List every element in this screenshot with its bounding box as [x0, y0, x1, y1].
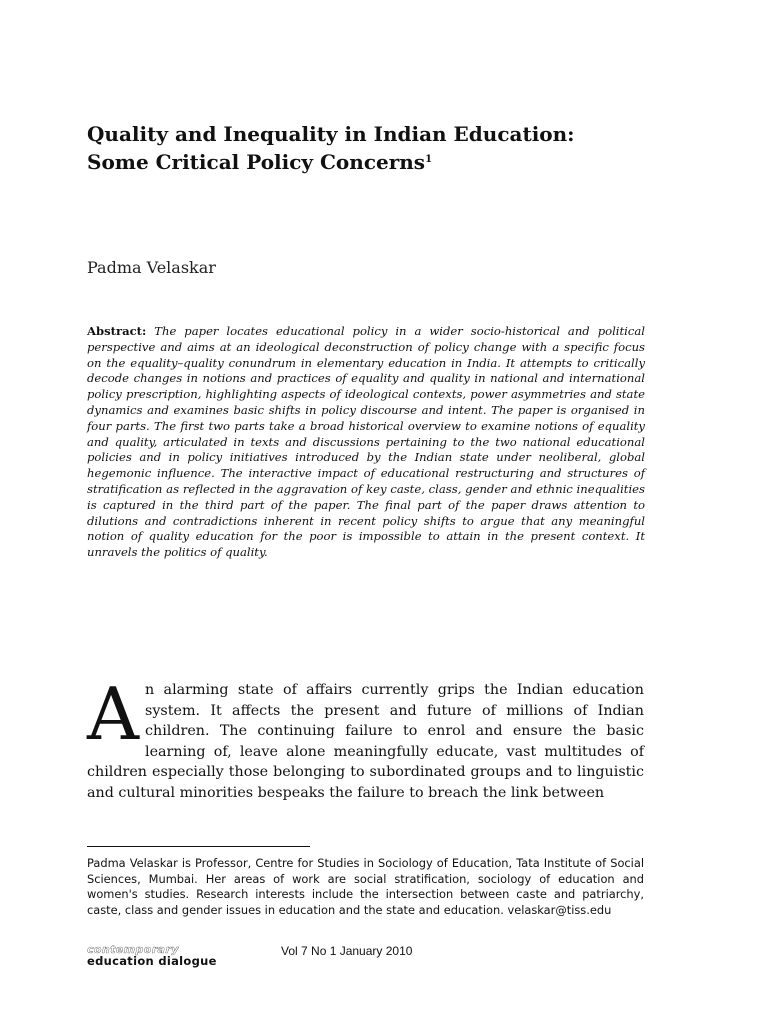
- journal-logo: [87, 944, 267, 968]
- body-paragraph: [87, 672, 644, 804]
- author-footnote: Padma Velaskar is Professor, Centre for Studies in Sociology of Education, Tata Institute of Social Sciences, Mumbai. Her areas of work are social stratification, sociology of education and women's studies. Research interests include the intersection between caste and patriarchy, caste, class and gender issues in education and the state and education. velaskar@tiss.edu: [87, 856, 644, 917]
- title-footnote-marker: 1: [425, 154, 433, 165]
- abstract: [87, 324, 645, 561]
- drop-cap: A: [87, 672, 139, 756]
- title-line-1: Quality and Inequality in Indian Education:: [87, 122, 575, 146]
- author-name: Padma Velaskar: [87, 258, 216, 277]
- abstract-text: The paper locates educational policy in a wider socio-historical and political perspective and aims at an ideological deconstruction of policy change with a specific focus on the equality–quality conundrum in elementary education in India. It attempts to critically decode changes in notions and practices of equality and quality in national and international policy prescription, highlighting aspects of ideological contexts, power asymmetries and state dynamics and examines basic shifts in policy discourse and intent. The paper is organised in four parts. The first two parts take a broad historical overview to examine notions of equality and quality, articulated in texts and discussions pertaining to the two national educational policies and in policy initiatives introduced by the Indian state under neoliberal, global hegemonic influence. The interactive impact of educational restructuring and structures of stratification as reflected in the aggravation of key caste, class, gender and ethnic inequalities is captured in the third part of the paper. The final part of the paper draws attention to dilutions and contradictions inherent in recent policy shifts to argue that any meaningful notion of quality education for the poor is impossible to attain in the present context. It unravels the politics of quality.: [87, 324, 645, 560]
- body-text: n alarming state of affairs currently grips the Indian education system. It affects the present and future of millions of Indian children. The continuing failure to enrol and ensure the basic learning of, leave alone meaningfully educate, vast multitudes of children especially those belonging to subordinated groups and to linguistic and cultural minorities bespeaks the failure to breach the link between: [87, 682, 644, 801]
- abstract-label: Abstract:: [87, 324, 147, 338]
- footnote-divider: [87, 846, 310, 847]
- issue-info: Vol 7 No 1 January 2010: [281, 944, 413, 958]
- title-line-2: Some Critical Policy Concerns: [87, 150, 426, 174]
- article-title: [87, 120, 687, 176]
- journal-logo-line-2: education dialogue: [87, 954, 217, 968]
- journal-logo-line-1: contemporary: [87, 943, 179, 956]
